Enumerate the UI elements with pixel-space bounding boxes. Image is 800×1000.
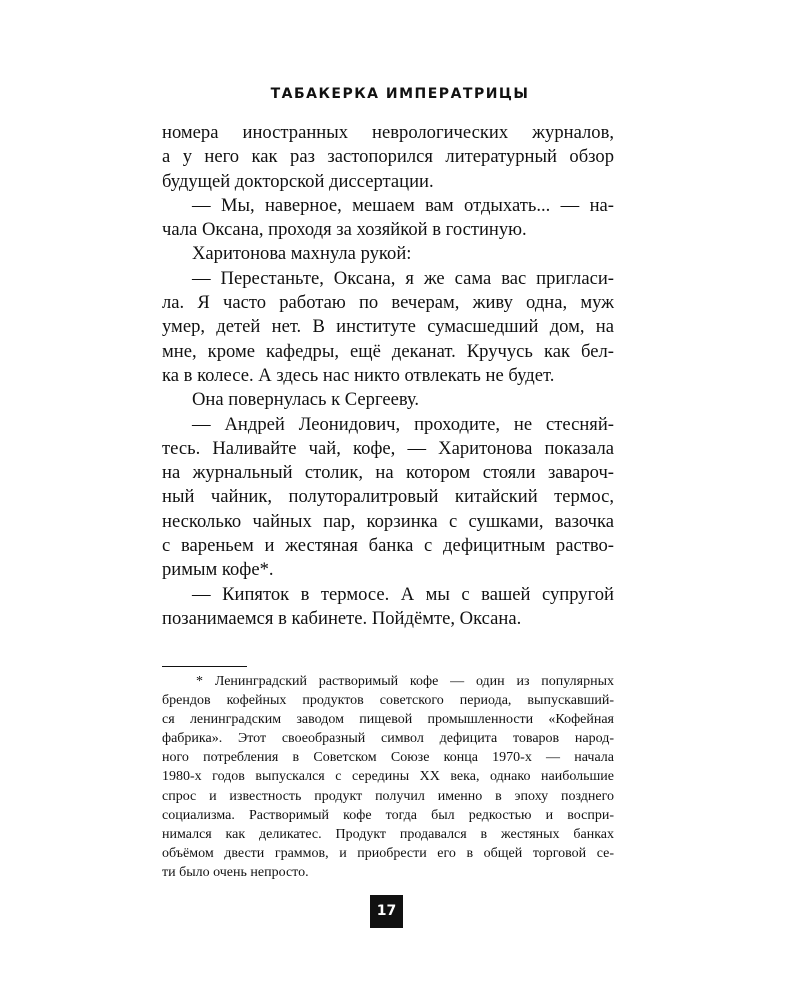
text-line: — Андрей Леонидович, проходите, не стесняй-	[192, 413, 614, 435]
footnote-separator	[162, 666, 247, 667]
running-head: ТАБАКЕРКА ИМПЕРАТРИЦЫ	[270, 86, 530, 102]
text-line: Она повернулась к Сергееву.	[192, 389, 420, 411]
page-number: 17	[370, 895, 403, 928]
text-line: номера иностранных неврологических журналов,	[162, 122, 614, 143]
main-text	[162, 121, 614, 631]
text-line: а у него как раз застопорился литературный обзор	[162, 146, 614, 168]
text-line: будущей докторской диссертации.	[162, 170, 434, 192]
text-line: чала Оксана, проходя за хозяйкой в гостиную.	[162, 219, 527, 241]
footnote-line: ного потребления в Советском Союзе конца 1970-х — начала	[162, 750, 614, 766]
footnote-line: ти было очень непросто.	[162, 864, 309, 880]
text-line: римым кофе*.	[162, 559, 274, 581]
text-line: мне, кроме кафедры, ещё деканат. Кручусь как бел-	[162, 340, 614, 362]
footnote-line: спрос и известность продукт получил именно в эпоху позднего	[162, 788, 614, 804]
text-line: ла. Я часто работаю по вечерам, живу одна, муж	[162, 292, 614, 314]
text-line: — Мы, наверное, мешаем вам отдыхать... — на-	[192, 194, 614, 216]
footnote-line: ся ленинградским заводом пищевой промышленности «Кофейная	[162, 712, 614, 728]
footnote-line: брендов кофейных продуктов советского периода, выпускавший-	[162, 693, 614, 709]
text-line: Харитонова махнула рукой:	[192, 243, 412, 265]
text-line: несколько чайных пар, корзинка с сушками, вазочка	[162, 510, 614, 532]
text-line: на журнальный столик, на котором стояли завароч-	[162, 462, 614, 484]
text-line: — Кипяток в термосе. А мы с вашей супругой	[192, 583, 614, 605]
footnote-line: * Ленинградский растворимый кофе — один из популярных	[196, 674, 614, 689]
text-line: — Перестаньте, Оксана, я же сама вас пригласи-	[192, 267, 614, 289]
text-line: ный чайник, полуторалитровый китайский термос,	[162, 486, 614, 508]
text-line: умер, детей нет. В институте сумасшедший дом, на	[162, 316, 614, 338]
text-line: ка в колесе. А здесь нас никто отвлекать не будет.	[162, 364, 555, 386]
text-line: с вареньем и жестяная банка с дефицитным раство-	[162, 535, 614, 557]
footnote-line: фабрика». Этот своеобразный символ дефицита товаров народ-	[162, 731, 614, 747]
text-line: тесь. Наливайте чай, кофе, — Харитонова показала	[162, 437, 614, 459]
footnote-line: 1980-х годов выпускался с середины XX века, однако наибольшие	[162, 769, 614, 785]
text-line: позанимаемся в кабинете. Пойдёмте, Оксана.	[162, 607, 522, 629]
footnote-line: объёмом двести граммов, и приобрести его в общей торговой се-	[162, 845, 614, 861]
footnote	[162, 672, 614, 882]
footnote-line: нимался как деликатес. Продукт продавался в жестяных банках	[162, 826, 614, 842]
footnote-line: социализма. Растворимый кофе тогда был редкостью и воспри-	[162, 807, 614, 823]
